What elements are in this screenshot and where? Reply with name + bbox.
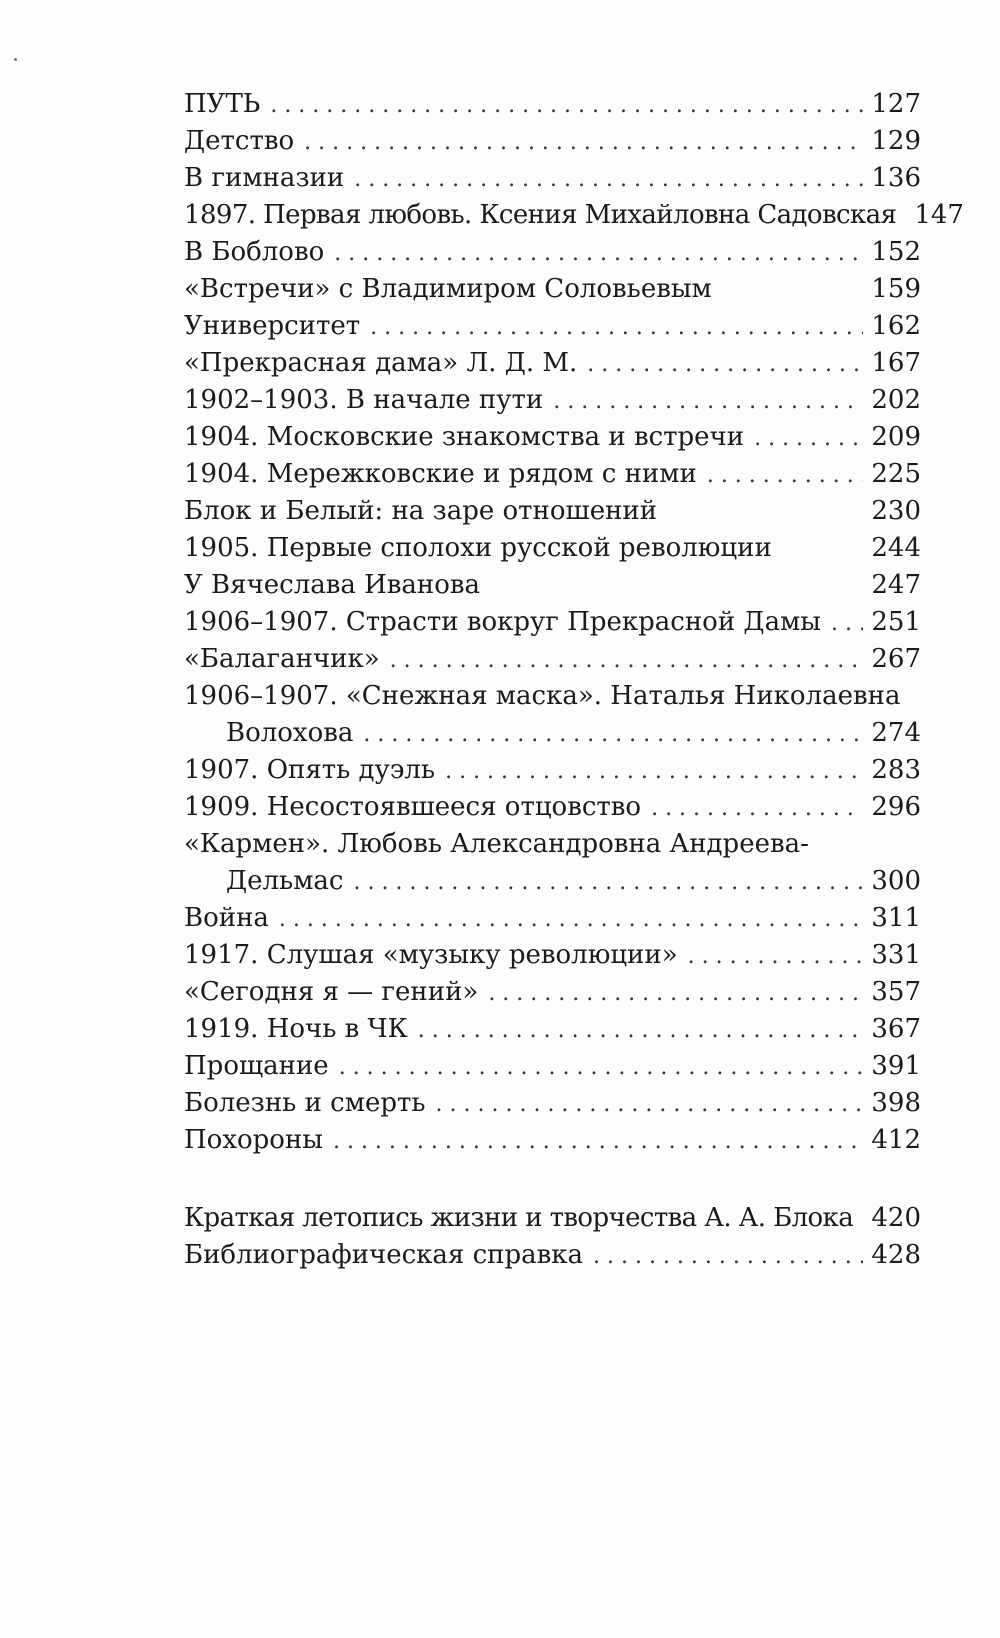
dot-leader [587,346,863,383]
toc-entry-wrapped [184,826,921,863]
dot-leader [354,161,863,198]
toc-entry [184,604,921,641]
toc-entry-title-continued: Волохова [226,718,354,748]
toc-entry-title: «Встречи» с Владимиром Соловьевым [184,274,712,304]
dot-leader [553,383,863,420]
toc-entry [184,234,921,271]
dot-leader [363,716,863,753]
toc-entry [184,641,921,678]
table-of-contents [184,86,964,1274]
toc-entry-title: Похороны [184,1125,323,1155]
toc-appendix-entry [184,1237,921,1274]
toc-entry-title: Библиографическая справка [184,1240,584,1270]
dot-leader [370,309,863,346]
toc-entry-page: 202 [871,385,921,415]
dot-leader [339,1049,864,1086]
toc-entry-page: 331 [871,940,921,970]
toc-entry-title: 1919. Ночь в ЧК [184,1014,408,1044]
toc-entry-page: 300 [871,866,921,896]
dot-leader [279,901,863,938]
dot-leader [390,642,864,679]
dot-leader [488,975,863,1012]
toc-entry [184,382,921,419]
toc-entry-title: Блок и Белый: на заре отношений [184,496,658,526]
toc-entry [184,456,921,493]
dot-leader [688,938,864,975]
toc-entry-page: 398 [871,1088,921,1118]
dot-leader [831,605,863,642]
toc-entry-title: 1904. Московские знакомства и встречи [184,422,745,452]
toc-entry-title: 1904. Мережковские и рядом с ними [184,459,697,489]
toc-entry-title: В Боблово [184,237,325,267]
toc-entry-title-continued: Дельмас [226,866,344,896]
toc-entry [184,493,921,530]
toc-entry-page: 244 [871,533,921,563]
dot-leader [754,420,863,457]
toc-entry-page: 267 [871,644,921,674]
toc-appendix-entry [184,1200,921,1237]
toc-entry [184,937,921,974]
toc-entry-page: 225 [871,459,921,489]
toc-entry-wrapped [184,678,921,715]
toc-entry-page: 367 [871,1014,921,1044]
toc-entry-title: 1906–1907. «Снежная маска». Наталья Николаевна [184,681,901,711]
toc-entry-page: 274 [871,718,921,748]
dot-leader [334,235,863,272]
toc-entry-page: 357 [871,977,921,1007]
toc-entry-title: Прощание [184,1051,329,1081]
toc-entry-page: 162 [871,311,921,341]
toc-entry-title: У Вячеслава Иванова [184,570,481,600]
toc-entry [184,1048,921,1085]
toc-entry-title: «Сегодня я — гений» [184,977,479,1007]
toc-entry-title: 1917. Слушая «музыку революции» [184,940,678,970]
toc-entry-page: 412 [871,1125,921,1155]
toc-entry-title: «Кармен». Любовь Александровна Андреева- [184,829,809,859]
dot-leader [593,1238,863,1275]
toc-entry-title: 1897. Первая любовь. Ксения Михайловна Садовская [184,200,897,230]
toc-entry [184,567,921,604]
toc-entry-title: Университет [184,311,361,341]
toc-entry [184,86,921,123]
toc-entry [184,160,921,197]
toc-entry [184,345,921,382]
toc-entry-title: 1906–1907. Страсти вокруг Прекрасной Дамы [184,607,821,637]
toc-entry-title: 1905. Первые сполохи русской революции [184,533,772,563]
toc-entry-continuation [184,715,921,752]
toc-entry-title: «Прекрасная дама» Л. Д. М. [184,348,578,378]
dot-leader [707,457,864,494]
toc-entry-title: Краткая летопись жизни и творчества А. А. Блока [184,1203,854,1233]
toc-entry-page: 311 [871,903,921,933]
toc-entry-title: Болезнь и смерть [184,1088,426,1118]
toc-entry-title: В гимназии [184,163,345,193]
toc-entry-title: Война [184,903,269,933]
toc-entry-page: 283 [871,755,921,785]
toc-entry-title: «Балаганчик» [184,644,380,674]
toc-entry-page: 152 [871,237,921,267]
toc-entry-page: 136 [871,163,921,193]
toc-entry-page: 296 [871,792,921,822]
toc-entry [184,789,921,826]
toc-entry-title: Детство [184,126,295,156]
toc-entry [184,1011,921,1048]
toc-entry [184,271,921,308]
paper-speck [14,58,17,61]
toc-entry [184,419,921,456]
dot-leader [445,753,863,790]
dot-leader [270,87,863,124]
dot-leader [418,1012,864,1049]
toc-entry-title: ПУТЬ [184,89,261,119]
toc-entry [184,308,921,345]
toc-entry-page: 251 [871,607,921,637]
toc-entry-page: 391 [871,1051,921,1081]
dot-leader [333,1123,863,1160]
toc-entry-page: 147 [914,200,964,230]
toc-entry-page: 209 [871,422,921,452]
dot-leader [651,790,863,827]
dot-leader [304,124,863,161]
toc-entry-page: 420 [871,1203,921,1233]
toc-entry-continuation [184,863,921,900]
toc-entry-title: 1902–1903. В начале пути [184,385,544,415]
toc-entry-title: 1907. Опять дуэль [184,755,436,785]
toc-entry [184,752,921,789]
toc-entry [184,197,964,234]
toc-entry-page: 127 [871,89,921,119]
toc-entry [184,1122,921,1159]
toc-entry [184,974,921,1011]
toc-entry-page: 167 [871,348,921,378]
toc-entry [184,123,921,160]
dot-leader [353,864,863,901]
toc-entry-page: 428 [871,1240,921,1270]
dot-leader [436,1086,864,1123]
section-gap [184,1159,921,1200]
toc-entry-page: 159 [871,274,921,304]
toc-entry-title: 1909. Несостоявшееся отцовство [184,792,642,822]
toc-entry-page: 247 [871,570,921,600]
toc-entry-page: 230 [871,496,921,526]
toc-entry-page: 129 [871,126,921,156]
toc-entry [184,900,921,937]
toc-entry [184,530,921,567]
toc-entry [184,1085,921,1122]
